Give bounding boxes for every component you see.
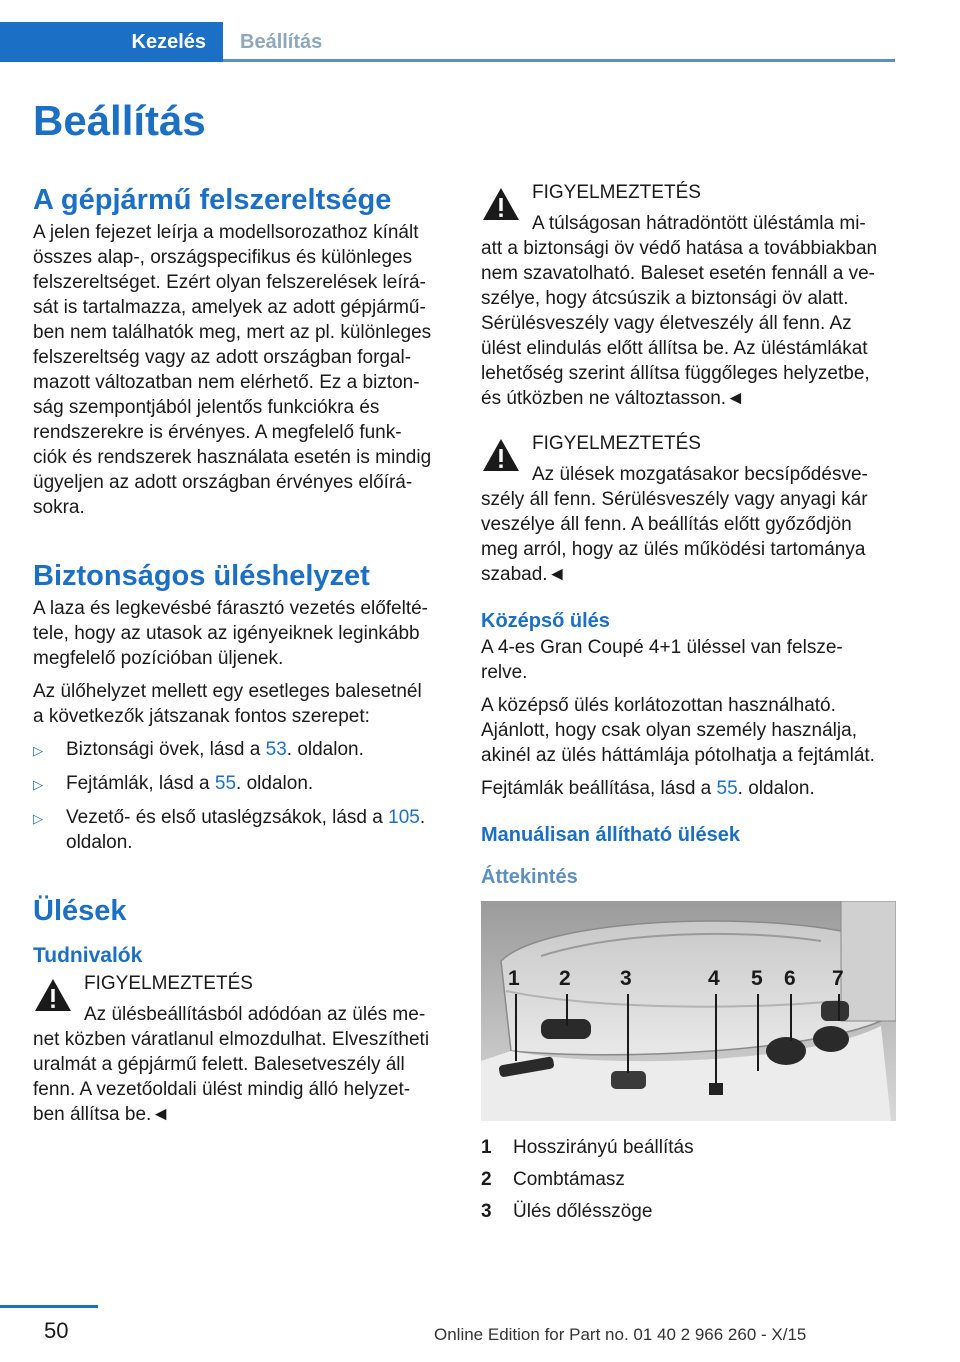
text-line: Ajánlott, hogy csak olyan személy használja,	[481, 720, 857, 741]
tab-beallitas-label: Beállítás	[240, 30, 323, 53]
warning-text: és útközben ne változtasson.◄	[481, 388, 745, 409]
warning-text: nem szavatolható. Baleset esetén fennáll a ve-	[481, 263, 875, 284]
warning-text: A túlságosan hátradöntött üléstámla mi-	[532, 213, 866, 234]
warning-text: net közben váratlanul elmozdulhat. Elveszítheti	[33, 1029, 430, 1050]
warning-triangle-icon	[33, 977, 73, 1013]
section-info-title: Tudnivalók	[33, 944, 143, 967]
safe-position-paragraph-2	[33, 679, 448, 729]
page-link-53[interactable]: 53	[265, 739, 287, 760]
text-line: sokra.	[33, 497, 85, 518]
text-line: sát is tartalmazza, amelyek az adott gépjármű-	[33, 297, 426, 318]
legend-text: Combtámasz	[513, 1169, 625, 1190]
text-line: relve.	[481, 662, 528, 683]
text-line: Az ülőhelyzet mellett egy esetleges balesetnél	[33, 681, 422, 702]
warning-box	[481, 180, 896, 411]
legend-row	[481, 1167, 896, 1192]
legend-text: Hosszirányú beállítás	[513, 1137, 694, 1158]
warning-triangle-icon	[481, 186, 521, 222]
photo-label: 4	[708, 967, 720, 990]
text-line: felszereltség vagy az adott országban forgal-	[33, 347, 412, 368]
text-line: ciók és rendszerek használata esetén is mindig	[33, 447, 432, 468]
tab-kezeles-label: Kezelés	[131, 30, 206, 53]
middle-seat-paragraph-1	[481, 635, 896, 685]
warning-text: Az ülésbeállításból adódóan az ülés me-	[84, 1004, 426, 1025]
bullet-text: . oldalon.	[286, 739, 364, 760]
legend-row	[481, 1135, 896, 1160]
text-line: összes alap-, országspecifikus és különleges	[33, 247, 413, 268]
warning-text: Sérülésveszély vagy életveszély áll fenn. Az	[481, 313, 852, 334]
photo-legend	[481, 1135, 896, 1224]
bullet-text: Vezető- és első utaslégzsákok, lásd a	[66, 807, 389, 828]
warning-text: szélye, hogy átcsúszik a biztonsági öv alatt.	[481, 288, 849, 309]
photo-label: 7	[832, 967, 844, 990]
bullet-text: Biztonsági övek, lásd a	[66, 739, 266, 760]
page-title: Beállítás	[33, 97, 206, 144]
section-middle-seat-title: Középső ülés	[481, 610, 610, 632]
legend-row	[481, 1199, 896, 1224]
section-safe-position-title: Biztonságos üléshelyzet	[33, 560, 370, 592]
section-seats-title: Ülések	[33, 895, 127, 927]
header-tabbar	[0, 22, 895, 62]
page-link-55[interactable]: 55	[716, 778, 738, 799]
triangle-bullet-icon: ▷	[33, 811, 43, 826]
text-line: tele, hogy az utasok az igényeiknek leginkább	[33, 623, 420, 644]
warning-triangle-icon	[481, 437, 521, 473]
photo-label: 6	[784, 967, 796, 990]
warning-text: veszélye áll fenn. A beállítás előtt győződjön	[481, 514, 852, 535]
text-line: mazott változatban nem elérhető. Ez a bizton-	[33, 372, 420, 393]
warning-title: FIGYELMEZTETÉS	[532, 182, 701, 203]
seat-controls-photo	[481, 901, 896, 1121]
bullet-text: Fejtámlák, lásd a	[66, 773, 215, 794]
bullet-item	[33, 737, 448, 763]
tab-beallitas[interactable]	[240, 22, 322, 62]
bullet-text: . oldalon.	[236, 773, 314, 794]
safe-position-paragraph-1	[33, 596, 448, 671]
section-equipment-text	[33, 220, 448, 520]
text-line: ság szempontjából jelentős funkciókra és	[33, 397, 380, 418]
bullet-item	[33, 771, 448, 797]
text-line: A középső ülés korlátozottan használható.	[481, 695, 836, 716]
photo-label: 1	[508, 967, 520, 990]
text-fragment: . oldalon.	[737, 778, 815, 799]
warning-text: uralmát a gépjármű felett. Balesetveszély áll	[33, 1054, 405, 1075]
warning-text: att a biztonsági öv védő hatása a továbbiakban	[481, 238, 878, 259]
triangle-bullet-icon: ▷	[33, 777, 43, 792]
warning-title: FIGYELMEZTETÉS	[84, 973, 253, 994]
text-fragment: Fejtámlák beállítása, lásd a	[481, 778, 717, 799]
page-link-105[interactable]: 105	[388, 807, 420, 828]
text-line: a következők játszanak fontos szerepet:	[33, 706, 370, 727]
legend-number: 1	[481, 1137, 492, 1158]
legend-number: 3	[481, 1201, 492, 1222]
warning-text: ben állítsa be.◄	[33, 1104, 171, 1125]
text-line: ügyeljen az adott országban érvényes előírá-	[33, 472, 413, 493]
warning-text: meg arról, hogy az ülés működési tartománya	[481, 539, 866, 560]
footer-edition: Online Edition for Part no. 01 40 2 966 260 - X/15	[434, 1325, 807, 1344]
text-line: A laza és legkevésbé fárasztó vezetés előfelté-	[33, 598, 429, 619]
legend-number: 2	[481, 1169, 492, 1190]
middle-seat-paragraph-3	[481, 776, 896, 801]
text-line: A jelen fejezet leírja a modellsorozathoz kínált	[33, 222, 419, 243]
page-number: 50	[44, 1318, 69, 1343]
warning-text: Az ülések mozgatásakor becsípődésve-	[532, 464, 868, 485]
section-overview-title: Áttekintés	[481, 866, 578, 888]
photo-label: 5	[751, 967, 763, 990]
warning-text: szély áll fenn. Sérülésveszély vagy anyagi kár	[481, 489, 868, 510]
warning-text: lehetőség szerint állítsa függőleges helyzetbe,	[481, 363, 870, 384]
section-equipment-title: A gépjármű felszereltsége	[33, 184, 392, 216]
left-column	[33, 180, 448, 1127]
warning-title: FIGYELMEZTETÉS	[532, 433, 701, 454]
triangle-bullet-icon: ▷	[33, 743, 43, 758]
warning-text: szabad.◄	[481, 564, 567, 585]
bullet-item	[33, 805, 448, 855]
text-line: A 4-es Gran Coupé 4+1 üléssel van felsze-	[481, 637, 843, 658]
header-rule	[223, 59, 895, 62]
text-line: ben nem találhatók meg, mert az pl. különleges	[33, 322, 432, 343]
bullet-text: .	[419, 807, 426, 828]
text-line: megfelelő pozícióban üljenek.	[33, 648, 284, 669]
text-line: felszereltséget. Ezért olyan felszerelések leírá-	[33, 272, 426, 293]
warning-text: fenn. A vezetőoldali ülést mindig álló helyzet-	[33, 1079, 411, 1100]
right-column	[481, 180, 896, 1231]
warning-box	[33, 971, 448, 1127]
bullet-text: oldalon.	[66, 832, 133, 853]
legend-text: Ülés dőlésszöge	[513, 1201, 653, 1222]
middle-seat-paragraph-2	[481, 693, 896, 768]
section-manual-seats-title: Manuálisan állítható ülések	[481, 824, 740, 846]
tab-kezeles[interactable]	[0, 22, 223, 62]
text-line: akinél az ülés háttámlája pótolhatja a fejtámlát.	[481, 745, 875, 766]
warning-text: ülést elindulás előtt állítsa be. Az üléstámlákat	[481, 338, 868, 359]
text-line: rendszerekre is érvényes. A megfelelő funk-	[33, 422, 402, 443]
page-link-55[interactable]: 55	[214, 773, 237, 794]
warning-box	[481, 431, 896, 587]
photo-label: 2	[559, 967, 571, 990]
photo-label: 3	[620, 967, 632, 990]
seat-illustration	[481, 901, 896, 1121]
footer-rule	[0, 1305, 98, 1308]
